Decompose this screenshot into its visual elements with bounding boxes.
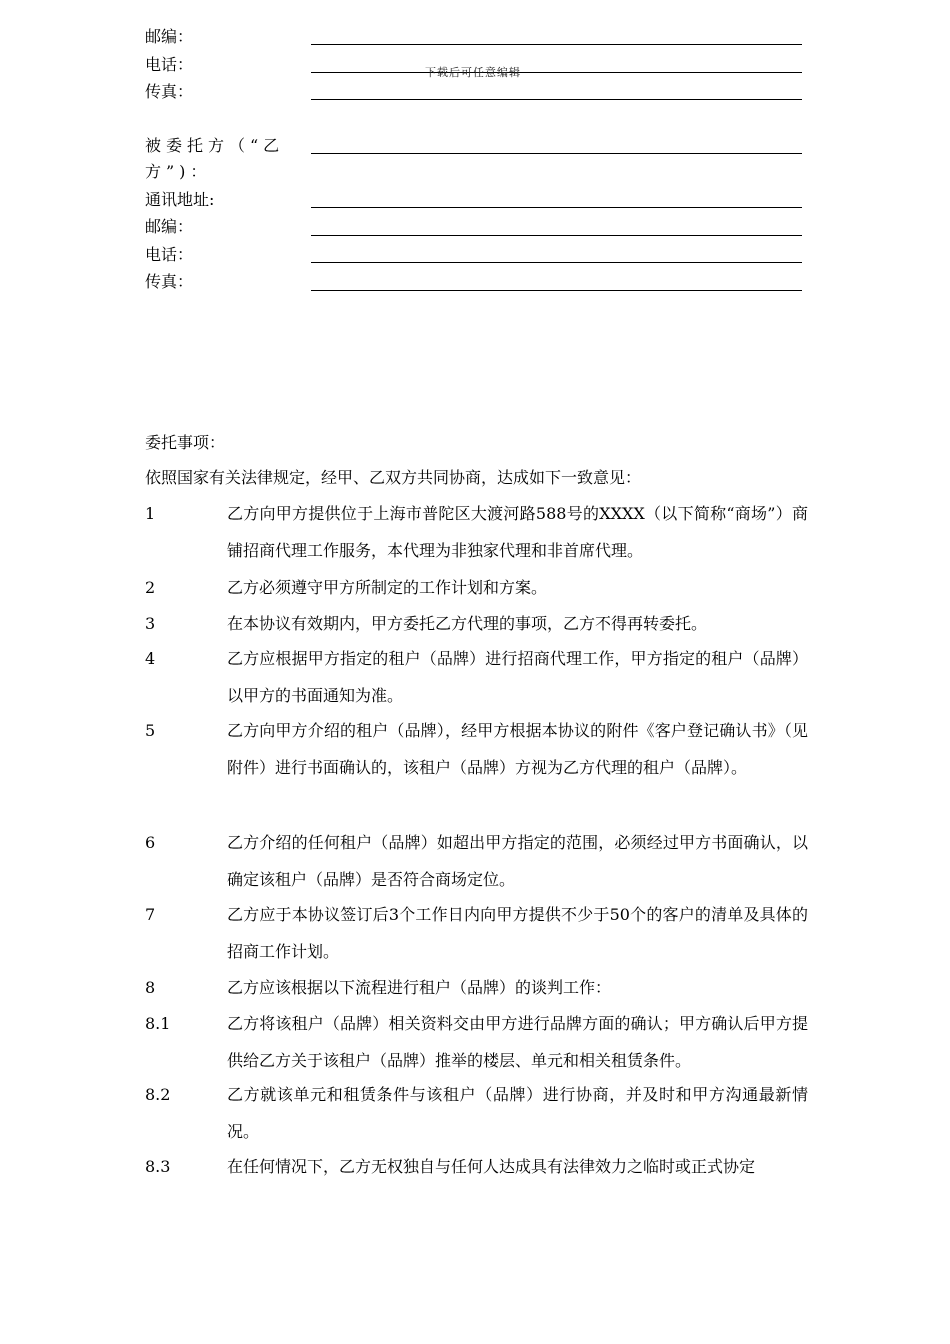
section-title: 委托事项：: [145, 433, 226, 452]
clause-text: 乙方将该租户（品牌）相关资料交由甲方进行品牌方面的确认；甲方确认后甲方提供给乙方关于该租户（品牌）推举的楼层、单元和相关租赁条件。: [227, 1014, 808, 1070]
clause-text: 乙方应于本协议签订后3个工作日内向甲方提供不少于50个的客户的清单及具体的招商工作计划。: [227, 905, 808, 961]
postcode-field-line-b[interactable]: [311, 235, 802, 236]
clause-number: 5: [145, 721, 156, 740]
address-field-line[interactable]: [311, 207, 802, 208]
entrusted-party-field-line[interactable]: [311, 153, 802, 154]
clause-number: 8: [145, 978, 156, 997]
clause-number: 8.1: [145, 1014, 171, 1033]
address-label: 通讯地址:: [145, 190, 215, 209]
watermark-text: 下载后可任意编辑: [425, 66, 521, 79]
clause-number: 1: [145, 504, 156, 523]
clause-text: 乙方必须遵守甲方所制定的工作计划和方案。: [227, 578, 548, 597]
fax-label: 传真：: [145, 82, 194, 101]
fax-field-line[interactable]: [311, 99, 802, 100]
clause-number: 8.2: [145, 1085, 171, 1104]
entrusted-party-label: 被委托方（“乙方”)：: [145, 136, 285, 181]
clause-text: 乙方向甲方介绍的租户（品牌），经甲方根据本协议的附件《客户登记确认书》（见附件）进行书面确认的，该租户（品牌）方视为乙方代理的租户（品牌）。: [227, 721, 808, 777]
clause-number: 2: [145, 578, 156, 597]
postcode-label-b: 邮编：: [145, 217, 194, 236]
fax-field-line-b[interactable]: [311, 290, 802, 291]
clause-text: 乙方向甲方提供位于上海市普陀区大渡河路588号的XXXX（以下简称“商场”）商铺招商代理工作服务，本代理为非独家代理和非首席代理。: [227, 504, 808, 560]
intro-paragraph: 依照国家有关法律规定，经甲、乙双方共同协商，达成如下一致意见：: [145, 468, 642, 487]
clause-number: 8.3: [145, 1157, 171, 1176]
clause-text: 乙方应该根据以下流程进行租户（品牌）的谈判工作：: [227, 978, 612, 997]
clause-text: 在任何情况下，乙方无权独自与任何人达成具有法律效力之临时或正式协定: [227, 1157, 756, 1176]
phone-field-line[interactable]: [311, 72, 802, 73]
clause-number: 7: [145, 905, 156, 924]
clause-number: 3: [145, 614, 156, 633]
phone-field-line-b[interactable]: [311, 262, 802, 263]
clause-text: 乙方应根据甲方指定的租户（品牌）进行招商代理工作，甲方指定的租户（品牌）以甲方的书面通知为准。: [227, 649, 808, 705]
postcode-label: 邮编：: [145, 27, 194, 46]
phone-label: 电话：: [145, 55, 194, 74]
clause-text: 乙方介绍的任何租户（品牌）如超出甲方指定的范围，必须经过甲方书面确认，以确定该租户（品牌）是否符合商场定位。: [227, 833, 808, 889]
clause-text: 在本协议有效期内，甲方委托乙方代理的事项，乙方不得再转委托。: [227, 614, 708, 633]
fax-label-b: 传真：: [145, 272, 194, 291]
phone-label-b: 电话：: [145, 245, 194, 264]
clause-text: 乙方就该单元和租赁条件与该租户（品牌）进行协商，并及时和甲方沟通最新情况。: [227, 1085, 808, 1141]
postcode-field-line[interactable]: [311, 44, 802, 45]
clause-number: 6: [145, 833, 156, 852]
clause-number: 4: [145, 649, 156, 668]
